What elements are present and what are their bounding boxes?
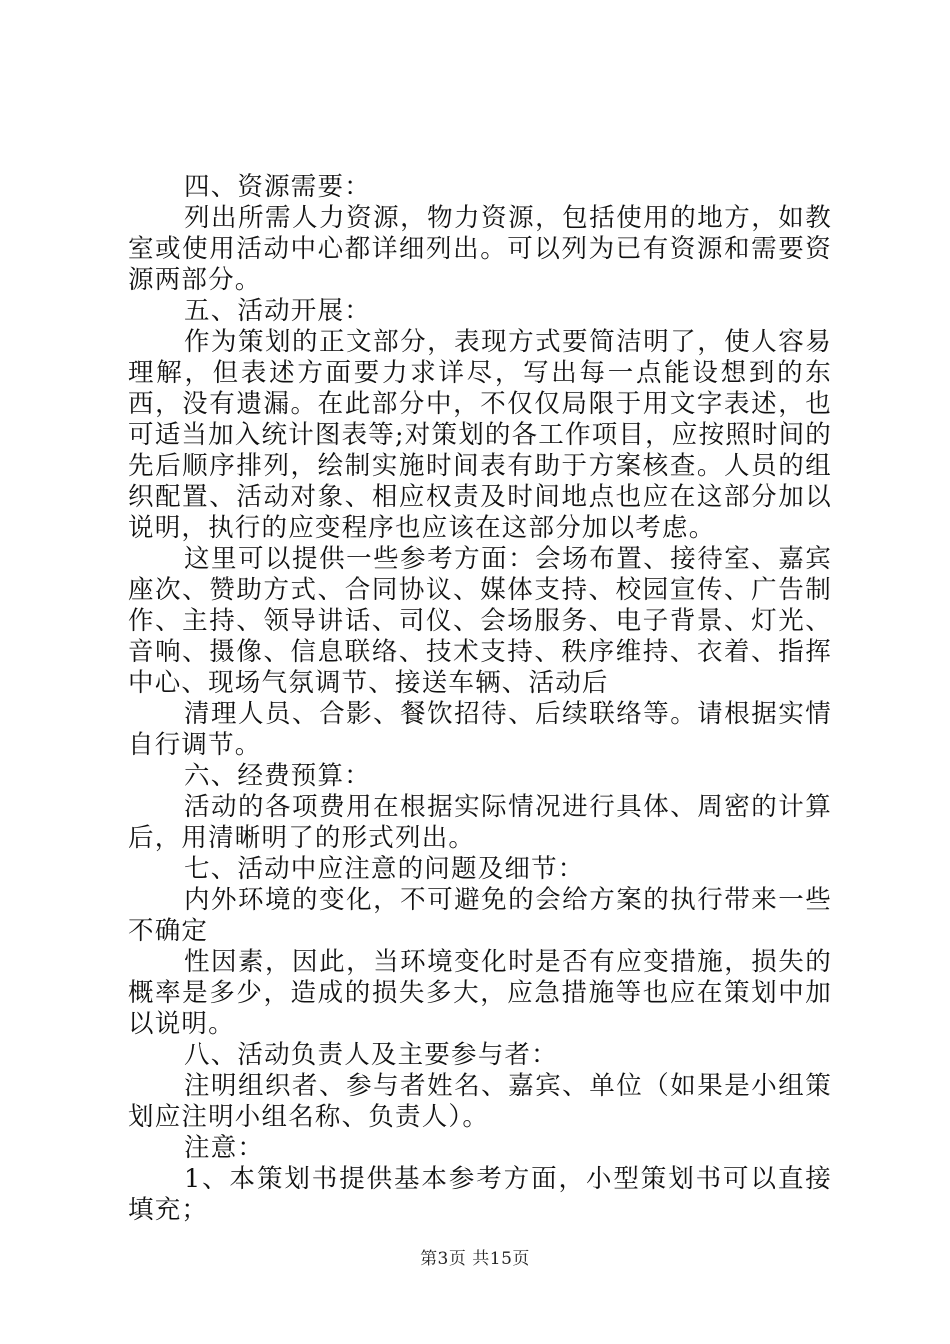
paragraph-reference-list: 这里可以提供一些参考方面：会场布置、接待室、嘉宾座次、赞助方式、合同协议、媒体支持、校园宣传、广告制作、主持、领导讲话、司仪、会场服务、电子背景、灯光、音响、摄像、信息联络、技术支持、秩序维持、衣着、指挥中心、现场气氛调节、接送车辆、活动后 [128, 544, 832, 698]
heading-participants: 八、活动负责人及主要参与者： [184, 1040, 558, 1070]
heading-budget: 六、经费预算： [184, 761, 371, 791]
document-body [128, 172, 832, 1226]
paragraph-participants: 注明组织者、参与者姓名、嘉宾、单位（如果是小组策划应注明小组名称、负责人）。 [128, 1071, 832, 1132]
paragraph-resources: 列出所需人力资源，物力资源，包括使用的地方，如教室或使用活动中心都详细列出。可以列为已有资源和需要资源两部分。 [128, 203, 832, 295]
heading-attention: 注意： [184, 1133, 265, 1163]
paragraph-notes-1: 内外环境的变化，不可避免的会给方案的执行带来一些不确定 [128, 885, 832, 946]
paragraph-reference-list-cont: 清理人员、合影、餐饮招待、后续联络等。请根据实情自行调节。 [128, 699, 832, 760]
paragraph-activity: 作为策划的正文部分，表现方式要简洁明了，使人容易理解，但表述方面要力求详尽，写出每一点能设想到的东西，没有遗漏。在此部分中，不仅仅局限于用文字表述，也可适当加入统计图表等;对策划的各工作项目，应按照时间的先后顺序排列，绘制实施时间表有助于方案核查。人员的组织配置、活动对象、相应权责及时间地点也应在这部分加以说明，执行的应变程序也应该在这部分加以考虑。 [128, 327, 832, 543]
page-number-footer: 第3页 共15页 [420, 1249, 530, 1269]
heading-activity: 五、活动开展： [184, 296, 371, 326]
heading-resources: 四、资源需要： [184, 172, 371, 202]
paragraph-notes-2: 性因素，因此，当环境变化时是否有应变措施，损失的概率是多少，造成的损失多大，应急措施等也应在策划中加以说明。 [128, 947, 832, 1039]
heading-notes: 七、活动中应注意的问题及细节： [184, 854, 585, 884]
paragraph-budget: 活动的各项费用在根据实际情况进行具体、周密的计算后，用清晰明了的形式列出。 [128, 792, 832, 853]
paragraph-attention-1: 1、本策划书提供基本参考方面，小型策划书可以直接填充； [128, 1164, 832, 1225]
